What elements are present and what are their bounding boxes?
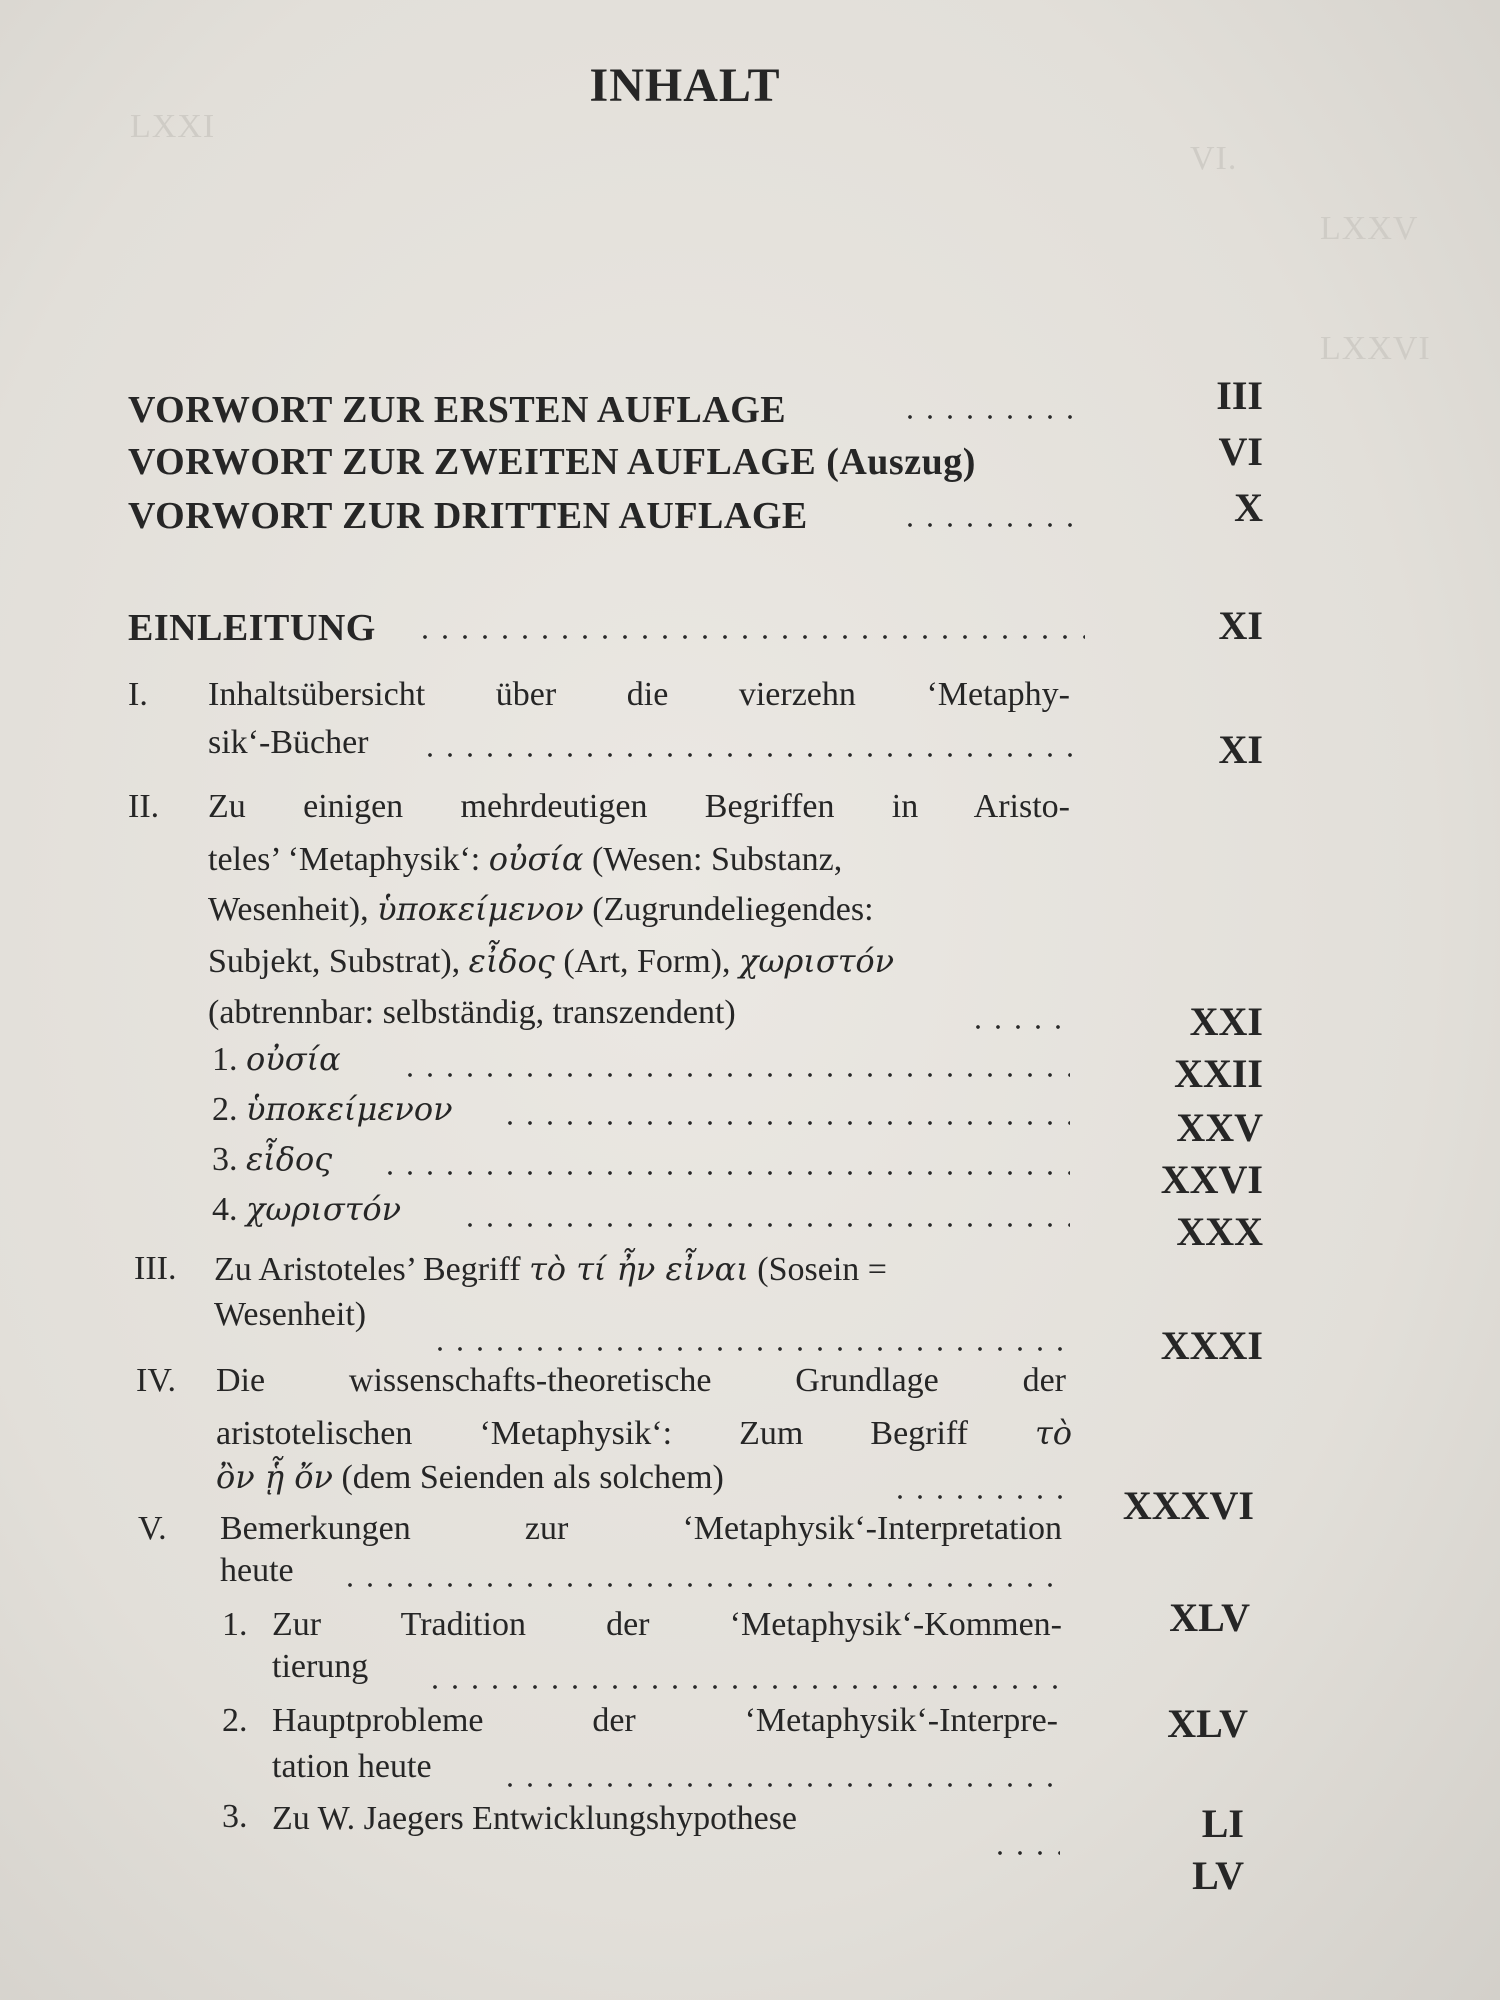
greek-term: χωριστόν <box>246 1190 402 1228</box>
show-through-text: LXXV <box>1320 210 1419 247</box>
toc-subitem <box>212 1140 332 1179</box>
leader-dots <box>415 634 1085 640</box>
greek-term: εἶδος <box>468 942 555 980</box>
toc-subitem-text: tation heute <box>272 1748 432 1785</box>
leader-dots <box>890 1494 1070 1500</box>
toc-page-number: XXXVI <box>1122 1483 1254 1528</box>
leader-dots <box>900 414 1085 420</box>
toc-page-number: VI <box>1218 429 1263 474</box>
toc-page-number: XLV <box>1169 1595 1250 1640</box>
text-part: (Sosein = <box>748 1251 887 1288</box>
toc-page-number: XI <box>1218 727 1263 772</box>
toc-item-label: II. <box>128 788 160 825</box>
leader-dots <box>900 522 1085 528</box>
toc-item-label: IV. <box>136 1362 176 1399</box>
text-part: (Zugrundeliegendes: <box>583 891 874 928</box>
greek-term: ὑποκείμενον <box>246 1090 453 1128</box>
leader-dots <box>500 1782 1060 1788</box>
toc-page-number: XI <box>1218 603 1263 648</box>
page-title: INHALT <box>589 59 781 112</box>
toc-page-number: XXI <box>1189 999 1263 1044</box>
toc-subitem-number: 2. <box>212 1091 238 1128</box>
toc-item-text: heute <box>220 1552 294 1589</box>
toc-subitem-text: tierung <box>272 1648 369 1685</box>
greek-term: τὸ <box>1035 1414 1072 1452</box>
toc-item-text <box>208 890 874 929</box>
greek-term: ὂν ᾗ ὄν <box>216 1458 333 1496</box>
toc-entry-einleitung <box>128 606 1268 650</box>
toc-item-text <box>208 942 894 981</box>
leader-dots <box>430 1346 1070 1352</box>
toc-page-number: LI <box>1201 1801 1244 1846</box>
toc-entry-vorwort-3 <box>128 494 1268 538</box>
toc-item-text <box>216 1414 1072 1453</box>
leader-dots <box>460 1222 1070 1228</box>
greek-term: οὐσία <box>488 840 584 878</box>
toc-item-label: III. <box>134 1250 177 1287</box>
toc-item-text: Die wissenschafts-theoretische Grundlage der <box>216 1362 1066 1399</box>
greek-term: εἶδος <box>246 1140 333 1178</box>
toc-page-number: III <box>1216 373 1263 418</box>
show-through-text: LXXI <box>130 108 216 145</box>
toc-entry-text: VORWORT ZUR DRITTEN AUFLAGE <box>128 495 808 537</box>
toc-item-text: (abtrennbar: selbständig, transzendent) <box>208 994 736 1031</box>
toc-subitem-number: 2. <box>222 1702 248 1739</box>
leader-dots <box>380 1170 1070 1176</box>
toc-entry-vorwort-2 <box>128 440 1268 484</box>
toc-item-text <box>216 1458 724 1497</box>
toc-item-text: Bemerkungen zur ‘Metaphysik‘-Interpretation <box>220 1510 1062 1547</box>
toc-entry-text: VORWORT ZUR ZWEITEN AUFLAGE (Auszug) <box>128 441 976 483</box>
toc-page-number: X <box>1234 485 1263 530</box>
text-part: Subjekt, Substrat), <box>208 943 469 980</box>
toc-page-number: XXXI <box>1160 1323 1263 1368</box>
toc-entry-vorwort-1 <box>128 388 1268 432</box>
greek-term: τὸ τί ἦν εἶναι <box>529 1250 749 1288</box>
toc-item-text: Zu einigen mehrdeutigen Begriffen in Aristo- <box>208 788 1070 825</box>
leader-dots <box>420 752 1085 758</box>
text-part: (dem Seienden als solchem) <box>332 1459 724 1496</box>
toc-subitem-number: 1. <box>212 1041 238 1078</box>
toc-subitem <box>212 1090 453 1129</box>
greek-term: ὑποκείμενον <box>377 890 584 928</box>
toc-subitem-text: Hauptprobleme der ‘Metaphysik‘-Interpre- <box>272 1702 1058 1739</box>
toc-page-number: XXX <box>1176 1209 1263 1254</box>
toc-page-number: XXVI <box>1160 1157 1263 1202</box>
text-part: teles’ ‘Metaphysik‘: <box>208 841 489 878</box>
text-part: (Art, Form), <box>554 943 739 980</box>
text-part: aristotelischen ‘Metaphysik‘: Zum Begriff <box>216 1415 1036 1452</box>
text-part: Zu Aristoteles’ Begriff <box>214 1251 530 1288</box>
toc-subitem-text: Zu W. Jaegers Entwicklungshypothese <box>272 1800 798 1837</box>
leader-dots <box>500 1120 1070 1126</box>
toc-item-label: V. <box>138 1510 167 1547</box>
leader-dots <box>400 1072 1070 1078</box>
toc-item-text <box>208 840 842 879</box>
show-through-text: LXXVI <box>1320 330 1431 367</box>
toc-subitem-number: 3. <box>212 1141 238 1178</box>
toc-subitem <box>212 1190 401 1229</box>
toc-page-number: XXV <box>1176 1105 1263 1150</box>
text-part: Wesenheit), <box>208 891 378 928</box>
leader-dots <box>340 1582 1065 1588</box>
toc-entry-text: VORWORT ZUR ERSTEN AUFLAGE <box>128 389 787 431</box>
show-through-text: VI. <box>1190 140 1238 177</box>
leader-dots <box>425 1684 1065 1690</box>
toc-item-text: sik‘-Bücher <box>208 724 369 761</box>
toc-subitem <box>212 1040 341 1079</box>
toc-subitem-number: 1. <box>222 1606 248 1643</box>
greek-term: οὐσία <box>246 1040 341 1078</box>
toc-subitem-number: 4. <box>212 1191 238 1228</box>
leader-dots <box>990 1850 1060 1856</box>
toc-subitem-number: 3. <box>222 1798 248 1835</box>
toc-item-text: Inhaltsübersicht über die vierzehn ‘Metaphy- <box>208 676 1070 713</box>
toc-entry-text: EINLEITUNG <box>128 607 376 649</box>
toc-page-number: XXII <box>1174 1051 1263 1096</box>
toc-page-number: XLV <box>1167 1701 1248 1746</box>
greek-term: χωριστόν <box>739 942 895 980</box>
toc-page-number: LV <box>1192 1853 1244 1898</box>
toc-item-text: Wesenheit) <box>214 1296 367 1333</box>
text-part: (Wesen: Substanz, <box>583 841 843 878</box>
toc-item-label: I. <box>128 676 148 713</box>
toc-subitem-text: Zur Tradition der ‘Metaphysik‘-Kommen- <box>272 1606 1062 1643</box>
toc-item-text <box>214 1250 887 1289</box>
leader-dots <box>968 1024 1068 1030</box>
